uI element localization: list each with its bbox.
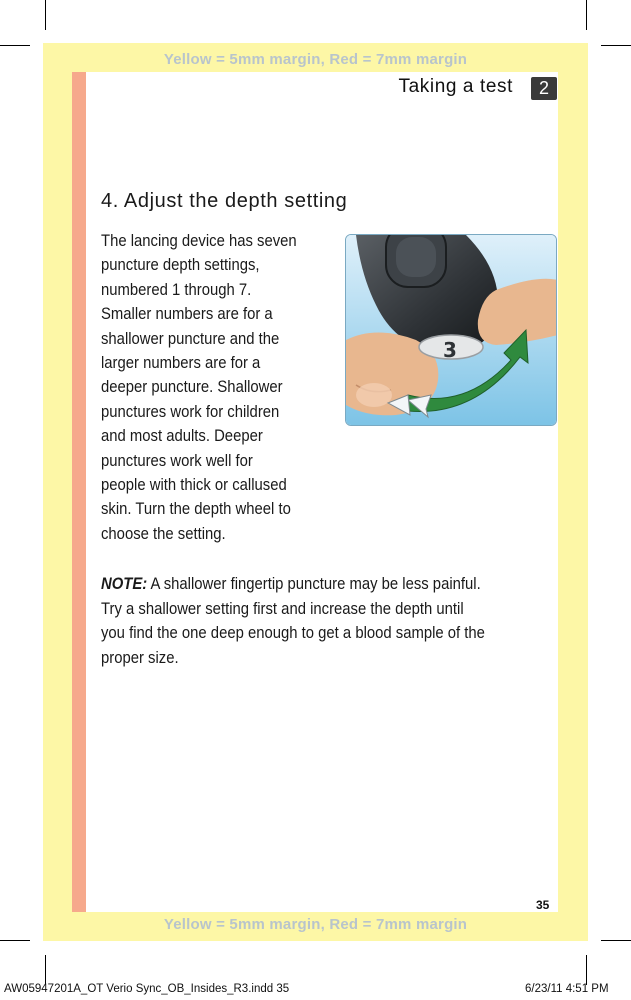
body-line: numbered 1 through 7. <box>101 280 252 299</box>
body-line: The lancing device has seven <box>101 232 297 250</box>
note-first-line: A shallower fingertip puncture may be less painful. <box>147 575 481 593</box>
crop-mark <box>0 940 30 941</box>
note-label: NOTE: <box>101 575 148 593</box>
body-line: punctures work well for <box>101 451 253 470</box>
body-line: larger numbers are for a <box>101 354 261 373</box>
slug-date: 6/23/11 4:51 PM <box>525 983 609 995</box>
note-line: Try a shallower setting first and increase the depth until <box>101 599 464 618</box>
note-line: you find the one deep enough to get a blood sample of the <box>101 624 485 642</box>
red-margin-band <box>72 72 86 912</box>
slug-file-name: AW05947201A_OT Verio Sync_OB_Insides_R3.indd 35 <box>4 983 290 995</box>
section-heading: 4. Adjust the depth setting <box>101 190 348 212</box>
page-number: 35 <box>536 898 550 912</box>
body-line: deeper puncture. Shallower <box>101 378 283 397</box>
body-line: Smaller numbers are for a <box>101 305 273 324</box>
body-line: puncture depth settings, <box>101 256 260 275</box>
body-line: skin. Turn the depth wheel to <box>101 500 291 519</box>
body-line: shallower puncture and the <box>101 329 280 348</box>
note-line: proper size. <box>101 648 179 667</box>
crop-mark <box>601 940 631 941</box>
crop-mark <box>45 955 46 985</box>
body-line: choose the setting. <box>101 524 226 543</box>
crop-mark <box>601 45 631 46</box>
chapter-number-badge: 2 <box>531 77 557 100</box>
crop-mark <box>45 0 46 30</box>
depth-wheel-number: 3 <box>443 338 457 362</box>
note-line <box>101 572 560 597</box>
body-line: people with thick or callused <box>101 476 287 495</box>
margin-note-top: Yellow = 5mm margin, Red = 7mm margin <box>163 51 468 68</box>
body-line: punctures work for children <box>101 402 280 421</box>
depth-wheel-illustration <box>345 234 557 426</box>
crop-mark <box>586 0 587 30</box>
running-header-title: Taking a test <box>398 76 513 97</box>
crop-mark <box>586 955 587 985</box>
margin-note-bottom: Yellow = 5mm margin, Red = 7mm margin <box>163 916 468 933</box>
body-line: and most adults. Deeper <box>101 427 263 446</box>
crop-mark <box>0 45 30 46</box>
body-paragraph <box>101 229 310 546</box>
note-paragraph <box>101 572 560 670</box>
